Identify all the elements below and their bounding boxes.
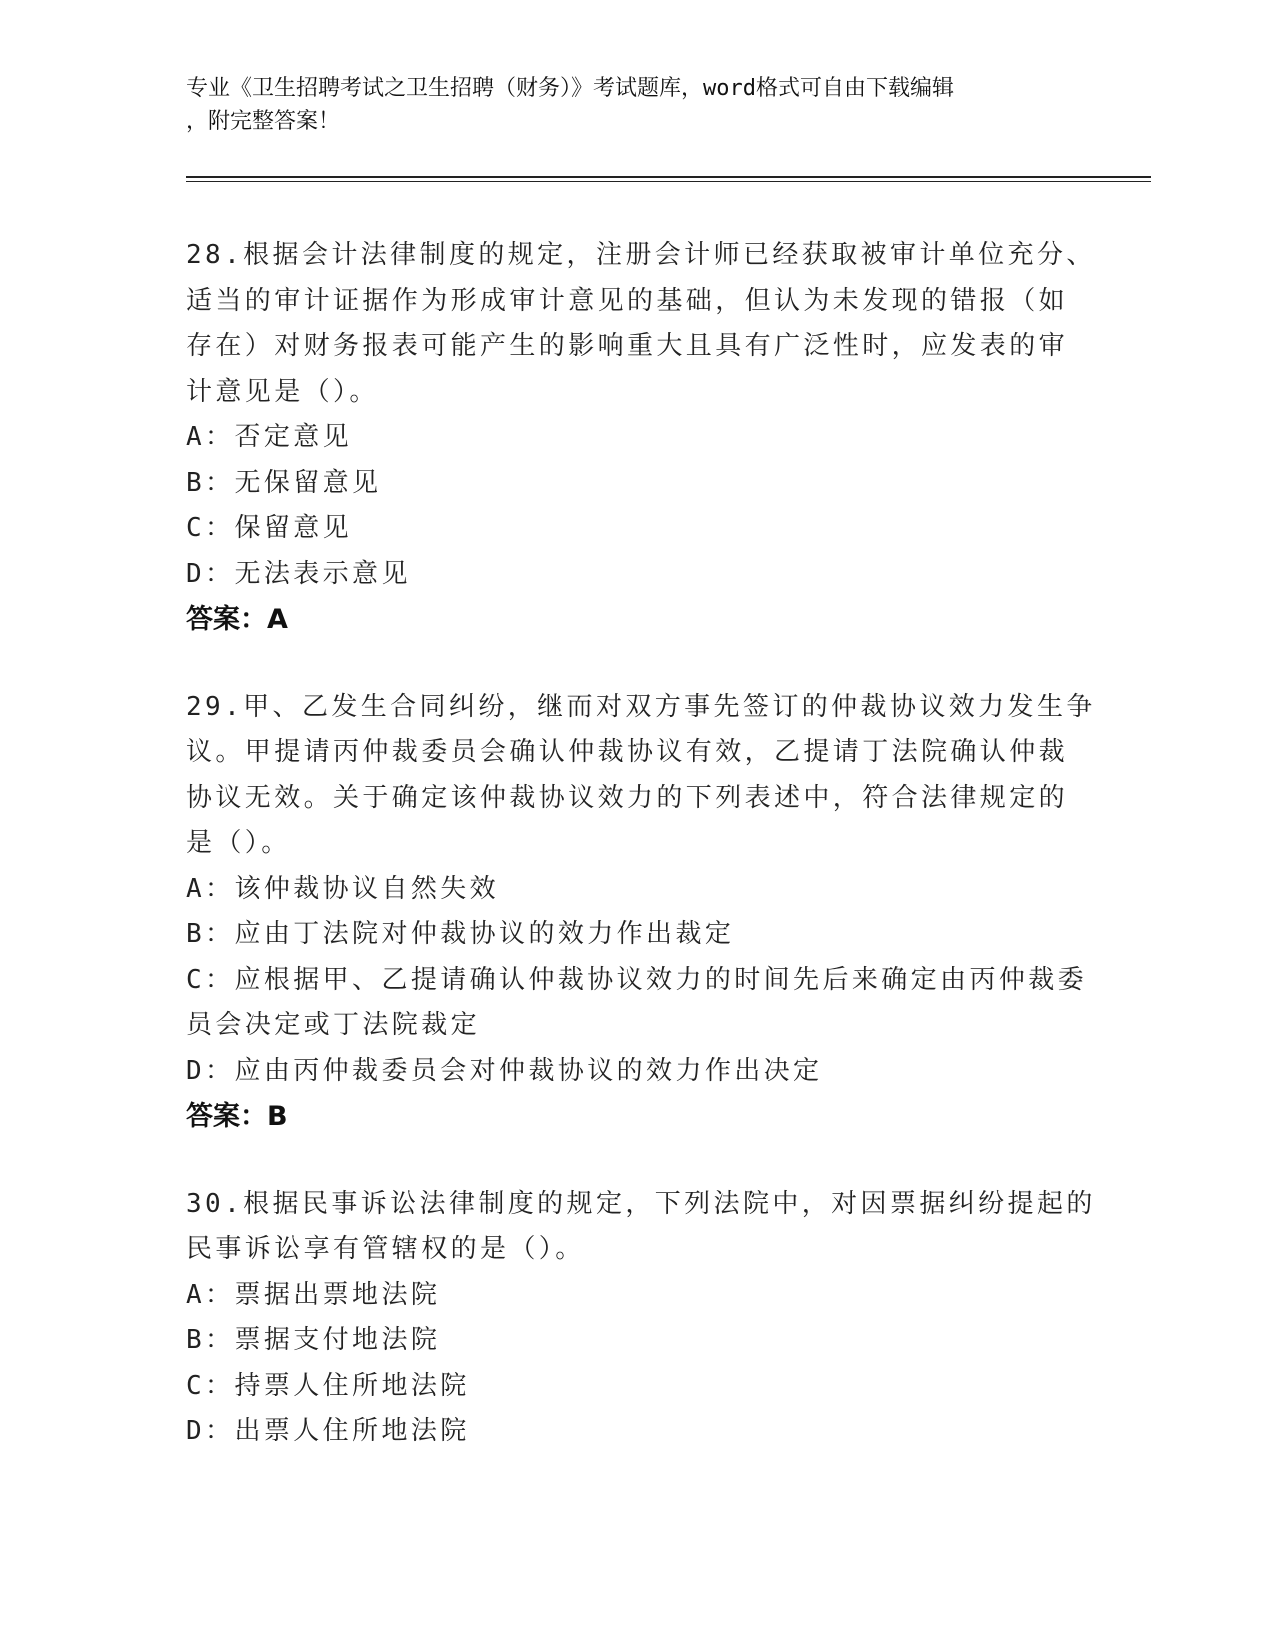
option-a: A：否定意见 xyxy=(186,422,353,452)
option-b: B：无保留意见 xyxy=(186,467,382,498)
option-d: D：无法表示意见 xyxy=(186,558,411,589)
question-stem-line: 议。甲提请丙仲裁委员会确认仲裁协议有效，乙提请丁法院确认仲裁 xyxy=(186,737,1069,767)
answer-label: 答案：B xyxy=(186,1101,288,1132)
header-line: 专业《卫生招聘考试之卫生招聘（财务）》考试题库，word格式可自由下载编辑 xyxy=(186,76,954,101)
question-28 xyxy=(186,233,1096,643)
question-stem-line: 29.甲、乙发生合同纠纷，继而对双方事先签订的仲裁协议效力发生争 xyxy=(186,691,1096,722)
question-stem-line: 是（）。 xyxy=(186,828,291,858)
header-line: ，附完整答案！ xyxy=(186,109,341,134)
question-30 xyxy=(186,1182,1096,1455)
option-b: B：应由丁法院对仲裁协议的效力作出裁定 xyxy=(186,919,735,949)
option-b: B：票据支付地法院 xyxy=(186,1325,441,1355)
question-stem-line: 30.根据民事诉讼法律制度的规定，下列法院中，对因票据纠纷提起的 xyxy=(186,1188,1096,1219)
question-stem-line: 适当的审计证据作为形成审计意见的基础，但认为未发现的错报（如 xyxy=(186,285,1069,316)
option-c: C：应根据甲、乙提请确认仲裁协议效力的时间先后来确定由丙仲裁委 xyxy=(186,964,1088,995)
document-header xyxy=(186,72,1066,138)
question-stem-line: 协议无效。关于确定该仲裁协议效力的下列表述中，符合法律规定的 xyxy=(186,782,1069,813)
header-divider-thick xyxy=(186,176,1151,178)
option-a: A：票据出票地法院 xyxy=(186,1279,441,1310)
option-c: C：持票人住所地法院 xyxy=(186,1370,470,1401)
question-stem-line: 存在）对财务报表可能产生的影响重大且具有广泛性时，应发表的审 xyxy=(186,331,1069,361)
question-stem-line: 计意见是（）。 xyxy=(186,376,379,407)
option-d: D：出票人住所地法院 xyxy=(186,1416,470,1446)
question-list xyxy=(186,233,1096,1455)
answer-label: 答案：A xyxy=(186,604,288,635)
option-a: A：该仲裁协议自然失效 xyxy=(186,873,500,904)
option-c-continued: 员会决定或丁法院裁定 xyxy=(186,1010,481,1040)
question-stem-line: 28.根据会计法律制度的规定，注册会计师已经获取被审计单位充分、 xyxy=(186,240,1096,270)
option-d: D：应由丙仲裁委员会对仲裁协议的效力作出决定 xyxy=(186,1055,823,1086)
question-29 xyxy=(186,685,1096,1140)
option-c: C：保留意见 xyxy=(186,513,353,543)
header-divider-thin xyxy=(186,181,1151,182)
question-stem-line: 民事诉讼享有管辖权的是（）。 xyxy=(186,1234,585,1264)
